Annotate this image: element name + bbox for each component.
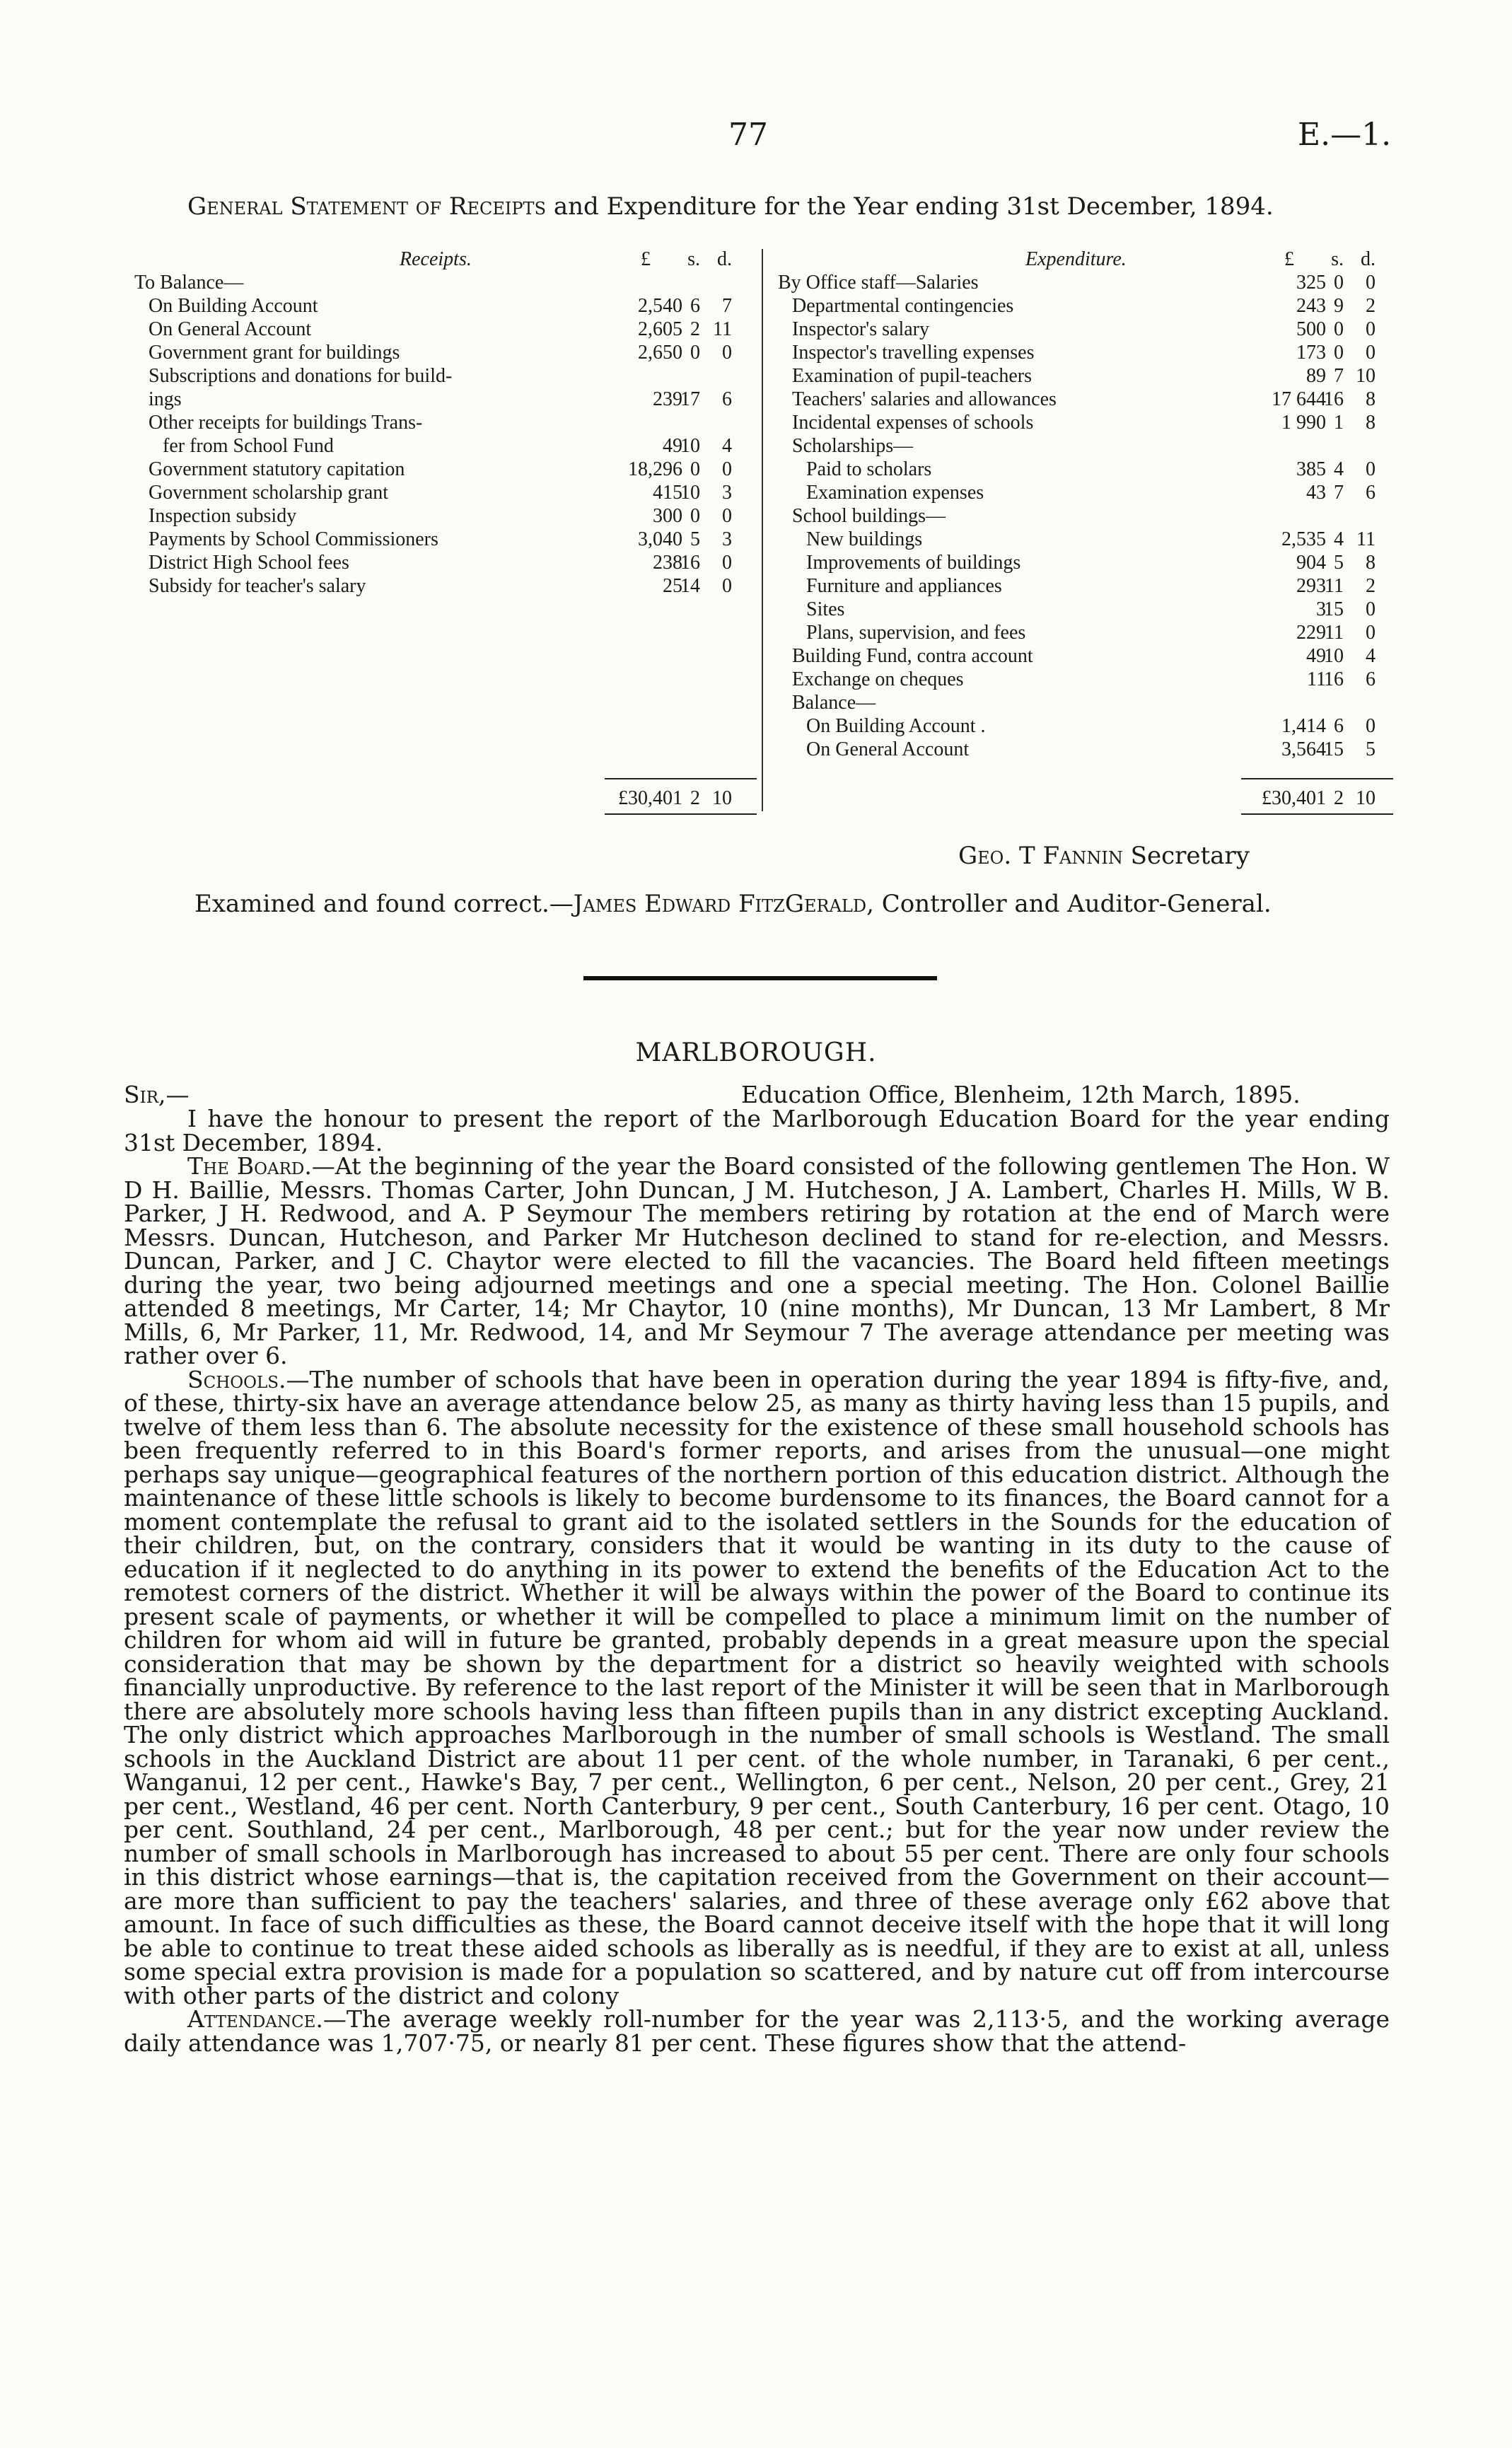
receipt-pounds: 238 [653,552,682,574]
receipt-shillings: 14 [680,575,700,597]
expenditure-shillings: 15 [1324,598,1344,620]
expenditure-label: Improvements of buildings [806,552,1021,574]
section-rule [583,976,937,980]
receipts-total-shillings: 2 [690,787,700,809]
expenditure-row [778,644,1400,668]
expenditure-pounds: 500 [1296,318,1326,340]
receipt-label: Subscriptions and donations for build- [149,365,453,387]
expenditure-label: On General Account [806,738,970,760]
receipt-row [134,528,757,551]
board-text: —At the beginning of the year the Board consisted of the following gentlemen The Hon. W D H. Baillie, Messrs. Thomas Carter, John Duncan, J M. Hutcheson, J A. Lambert, Charles H. Mills, W B. Parker, J H. Redwood, and A. P Seymour The members retiring by rotation at the end of March were Messrs. Duncan, Hutcheson, and Parker Mr Hutcheson declined to stand for re-election, and Messrs. Duncan, Parker, and J C. Chaytor were elected to fill the vacancies. The Board held fifteen meetings during the year, two being adjourned meetings and one a special meeting. The Hon. Colonel Baillie attended 8 meetings, Mr Carter, 14; Mr Chaytor, 10 (nine months), Mr Duncan, 13 Mr Lambert, 8 Mr Mills, 6, Mr Parker, 11, Mr. Redwood, 14, and Mr Seymour 7 The average attendance per meeting was rather over 6. [124,1152,1390,1369]
expenditure-pounds: 243 [1296,295,1326,317]
expenditure-pence: 0 [1366,458,1376,480]
paragraph-attendance [124,2007,1390,2055]
expenditure-pence: 11 [1356,528,1376,550]
expenditure-row [778,691,1400,714]
expenditure-label: Scholarships— [792,435,914,457]
receipt-row [134,341,757,364]
receipts-total [134,787,757,810]
expenditure-shillings: 7 [1334,365,1344,387]
statement-title-rest: and Expenditure for the Year ending 31st December, 1894. [553,192,1274,221]
expenditure-pounds: 1 990 [1281,412,1326,434]
expenditure-pounds: 385 [1296,458,1326,480]
expenditure-pence: 6 [1366,482,1376,504]
expenditure-pounds: 173 [1296,342,1326,364]
expenditure-row [778,388,1400,411]
expenditure-shillings: 9 [1334,295,1344,317]
paragraph-board [124,1154,1390,1368]
receipt-shillings: 10 [680,435,700,457]
receipt-shillings: 10 [680,482,700,504]
expenditure-pence: 0 [1366,622,1376,644]
receipt-label: On General Account [149,318,312,340]
expenditure-pence: 6 [1366,668,1376,690]
expenditure-pounds: 1,414 [1281,715,1326,737]
paper-code: E.—1. [1298,117,1392,153]
expenditure-row [778,738,1400,761]
receipt-row [134,294,757,318]
receipt-label: Subsidy for teacher's salary [149,575,366,597]
receipt-pounds: 300 [653,505,682,527]
receipt-pounds: 49 [663,435,682,457]
expenditure-row [778,364,1400,388]
board-heading: The Board. [187,1152,312,1180]
expenditure-label: Inspector's travelling expenses [792,342,1035,364]
expenditure-row [778,434,1400,458]
pence-col-head: d. [717,248,732,270]
auditor-statement [194,890,1272,918]
expenditure-pence: 0 [1366,318,1376,340]
expenditure-pounds: 17 644 [1272,388,1326,410]
expenditure-row [778,341,1400,364]
expenditure-label: Teachers' salaries and allowances [792,388,1057,410]
expenditure-shillings: 0 [1334,272,1344,294]
expenditure-total-pence: 10 [1356,787,1376,809]
expenditure-shillings: 15 [1324,738,1344,760]
expenditure-row [778,621,1400,644]
receipt-row [134,458,757,481]
expenditure-label: New buildings [806,528,923,550]
expenditure-shillings: 1 [1334,412,1344,434]
expenditure-shillings: 16 [1324,668,1344,690]
expenditure-pence: 8 [1366,388,1376,410]
salutation: Sir,— [124,1081,190,1108]
table-divider [762,249,763,811]
receipt-row [134,388,757,411]
expenditure-label: Incidental expenses of schools [792,412,1034,434]
place-date: Education Office, Blenheim, 12th March, 1895. [741,1081,1301,1108]
expenditure-label: Inspector's salary [792,318,929,340]
expenditure-shillings: 6 [1334,715,1344,737]
receipt-row [134,504,757,528]
expenditure-label: Examination expenses [806,482,984,504]
expenditure-row [778,714,1400,738]
expenditure-shillings: 4 [1334,528,1344,550]
receipts-header-row [134,248,757,271]
expenditure-pence: 2 [1366,295,1376,317]
expenditure-shillings: 7 [1334,482,1344,504]
expenditure-shillings: 0 [1334,342,1344,364]
receipt-row [134,411,757,434]
receipts-total-pounds: £30,401 [618,787,682,809]
receipt-pence: 11 [713,318,732,340]
receipt-pounds: 2,540 [638,295,682,317]
receipt-pence: 4 [722,435,732,457]
receipt-row [134,481,757,504]
exp-pounds-col-head: £ [1284,248,1294,270]
statement-title [187,192,1390,221]
expenditure-label: Balance— [792,692,876,714]
auditor-name: James Edward FitzGerald [573,890,867,918]
schools-heading: Schools. [187,1365,286,1393]
receipt-pounds: 25 [663,575,682,597]
expenditure-pence: 4 [1366,645,1376,667]
expenditure-row [778,574,1400,598]
expenditure-label: By Office staff—Salaries [778,272,979,294]
expenditure-total-pounds: £30,401 [1262,787,1326,809]
expenditure-row [778,318,1400,341]
expenditure-label: School buildings— [792,505,946,527]
receipt-pence: 0 [722,575,732,597]
expenditure-label: Building Fund, contra account [792,645,1033,667]
expenditure-shillings: 11 [1325,622,1344,644]
receipt-pence: 6 [722,388,732,410]
receipt-label: ings [149,388,182,410]
expenditure-row [778,668,1400,691]
expenditure-label: Paid to scholars [806,458,932,480]
expenditure-label: Plans, supervision, and fees [806,622,1026,644]
expenditure-pounds: 49 [1306,645,1326,667]
receipt-label: Government grant for buildings [149,342,400,364]
expenditure-header-row [778,248,1400,271]
expenditure-table [778,248,1400,761]
statement-title-sc: General Statement of Receipts [187,192,547,221]
expenditure-row [778,528,1400,551]
expenditure-row [778,504,1400,528]
expenditure-label: Departmental contingencies [792,295,1014,317]
expenditure-shillings: 11 [1325,575,1344,597]
receipts-total-underline [605,813,757,815]
receipt-pounds: 415 [653,482,682,504]
receipt-shillings: 16 [680,552,700,574]
receipt-pence: 3 [722,528,732,550]
expenditure-pence: 0 [1366,272,1376,294]
expenditure-pence: 2 [1366,575,1376,597]
receipt-pence: 3 [722,482,732,504]
receipt-row [134,318,757,341]
expenditure-total-underline [1241,813,1393,815]
receipt-label: District High School fees [149,552,349,574]
expenditure-shillings: 4 [1334,458,1344,480]
receipt-pounds: 2,605 [638,318,682,340]
receipt-row [134,271,757,294]
expenditure-label: Examination of pupil-teachers [792,365,1032,387]
expenditure-pounds: 229 [1296,622,1326,644]
expenditure-row [778,551,1400,574]
section-title: MARLBOROUGH. [635,1038,877,1067]
receipt-label: Inspection subsidy [149,505,297,527]
expenditure-total [778,787,1400,810]
expenditure-pounds: 43 [1306,482,1326,504]
expenditure-row [778,481,1400,504]
page-number: 77 [728,117,768,153]
receipt-label: On Building Account [149,295,318,317]
shillings-col-head: s. [687,248,700,270]
expenditure-pence: 5 [1366,738,1376,760]
auditor-title: , Controller and Auditor-General. [866,890,1272,918]
schools-text: —The number of schools that have been in operation during the year 1894 is fifty-five, and, of these, thirty-six have an average attendance below 25, as many as thirty having less than 15 pupils, and twelve of them less than 6. The absolute necessity for the existence of these small household schools has been frequently referred to in this Board's former reports, and arises from the unusual—one might perhaps say unique—geographical features of the northern portion of this education district. Although the maintenance of these little schools is likely to become burdensome to its finances, the Board cannot for a moment contemplate the refusal to grant aid to the isolated settlers in the Sounds for the education of their children, but, on the contrary, considers that it would be wanting in its duty to the cause of education if it neglected to do anything in its power to extend the benefits of the Education Act to the remotest corners of the district. Whether it will be always within the power of the Board to continue its present scale of payments, or whether it will be compelled to place a minimum limit on the number of children for whom aid will in future be granted, probably depends in a great measure upon the special consideration that may be shown by the department for a district so heavily weighted with schools financially unproductive. By reference to the last report of the Minister it will be seen that in Marlborough there are absolutely more schools having less than fifteen pupils than in any district excepting Auckland. The only district which approaches Marlborough in the number of small schools is Westland. The small schools in the Auckland District are about 11 per cent. of the whole number, in Taranaki, 6 per cent., Wanganui, 12 per cent., Hawke's Bay, 7 per cent., Wellington, 6 per cent., Nelson, 20 per cent., Grey, 21 per cent., Westland, 46 per cent. North Canterbury, 9 per cent., South Canterbury, 16 per cent. Otago, 10 per cent. Southland, 24 per cent., Marlborough, 48 per cent.; but for the year now under review the number of small schools in Marlborough has increased to about 55 per cent. There are only four schools in this district whose earnings—that is, the capitation received from the Government on their account—are more than sufficient to pay the teachers' salaries, and three of these average only £62 above that amount. In face of such difficulties as these, the Board cannot deceive itself with the hope that it will long be able to continue to treat these aided schools as liberally as is needful, if they are to exist at all, unless some special extra provision is made for a population so scattered, and by nature cut off from intercourse with other parts of the district and colony [124,1365,1390,2009]
expenditure-pence: 0 [1366,715,1376,737]
receipt-shillings: 0 [690,458,700,480]
secretary-signature [958,842,1250,870]
expenditure-row [778,294,1400,318]
expenditure-pence: 8 [1366,552,1376,574]
receipts-total-rule [605,778,757,779]
attendance-heading: Attendance. [187,2005,323,2033]
expenditure-row [778,271,1400,294]
expenditure-pounds: 325 [1296,272,1326,294]
receipt-label: fer from School Fund [163,435,334,457]
expenditure-label: Exchange on cheques [792,668,964,690]
pounds-col-head: £ [641,248,651,270]
receipt-shillings: 0 [690,505,700,527]
paragraph-schools [124,1365,1390,2009]
receipt-label: Government statutory capitation [149,458,405,480]
receipt-pence: 0 [722,505,732,527]
receipt-label: Other receipts for buildings Trans- [149,412,423,434]
expenditure-pounds: 2,535 [1281,528,1326,550]
expenditure-shillings: 16 [1324,388,1344,410]
receipt-shillings: 2 [690,318,700,340]
expenditure-total-rule [1241,778,1393,779]
receipt-pounds: 3,040 [638,528,682,550]
expenditure-pence: 10 [1356,365,1376,387]
expenditure-row [778,411,1400,434]
report-body [124,1107,1390,2055]
receipt-pounds: 239 [653,388,682,410]
receipt-shillings: 0 [690,342,700,364]
expenditure-pounds: 293 [1296,575,1326,597]
exp-shillings-col-head: s. [1331,248,1344,270]
expenditure-shillings: 0 [1334,318,1344,340]
receipt-row [134,551,757,574]
expenditure-pounds: 11 [1307,668,1326,690]
expenditure-pounds: 3,564 [1281,738,1326,760]
expenditure-label: On Building Account . [806,715,986,737]
receipt-label: To Balance— [134,272,244,294]
receipts-heading: Receipts. [400,248,472,270]
receipt-row [134,364,757,388]
receipt-pence: 0 [722,552,732,574]
attendance-text: —The average weekly roll-number for the year was 2,113·5, and the working average daily attendance was 1,707·75, or nearly 81 per cent. These figures show that the attend- [124,2005,1390,2057]
receipt-pence: 0 [722,342,732,364]
receipt-pence: 7 [722,295,732,317]
paragraph-intro: I have the honour to present the report of the Marlborough Education Board for the year ending 31st December, 1894. [124,1105,1390,1156]
expenditure-label: Furniture and appliances [806,575,1002,597]
receipt-row [134,574,757,598]
receipts-total-pence: 10 [712,787,732,809]
expenditure-pence: 8 [1366,412,1376,434]
expenditure-pounds: 89 [1306,365,1326,387]
receipt-pounds: 18,296 [628,458,682,480]
expenditure-pence: 0 [1366,598,1376,620]
receipt-shillings: 6 [690,295,700,317]
expenditure-pounds: 3 [1316,598,1326,620]
expenditure-total-shillings: 2 [1334,787,1344,809]
receipt-pence: 0 [722,458,732,480]
examined-prefix: Examined and found correct.— [194,890,574,918]
expenditure-pence: 0 [1366,342,1376,364]
receipt-pounds: 2,650 [638,342,682,364]
receipt-label: Government scholarship grant [149,482,389,504]
receipt-row [134,434,757,458]
secretary-name: Geo. T Fannin [958,842,1123,870]
expenditure-heading: Expenditure. [1025,248,1127,270]
secretary-role: Secretary [1130,842,1250,870]
expenditure-row [778,598,1400,621]
receipt-shillings: 17 [680,388,700,410]
expenditure-row [778,458,1400,481]
expenditure-shillings: 10 [1324,645,1344,667]
receipt-label: Payments by School Commissioners [149,528,438,550]
receipts-table [134,248,757,598]
receipt-shillings: 5 [690,528,700,550]
expenditure-label: Sites [806,598,845,620]
expenditure-pounds: 904 [1296,552,1326,574]
expenditure-shillings: 5 [1334,552,1344,574]
exp-pence-col-head: d. [1361,248,1376,270]
